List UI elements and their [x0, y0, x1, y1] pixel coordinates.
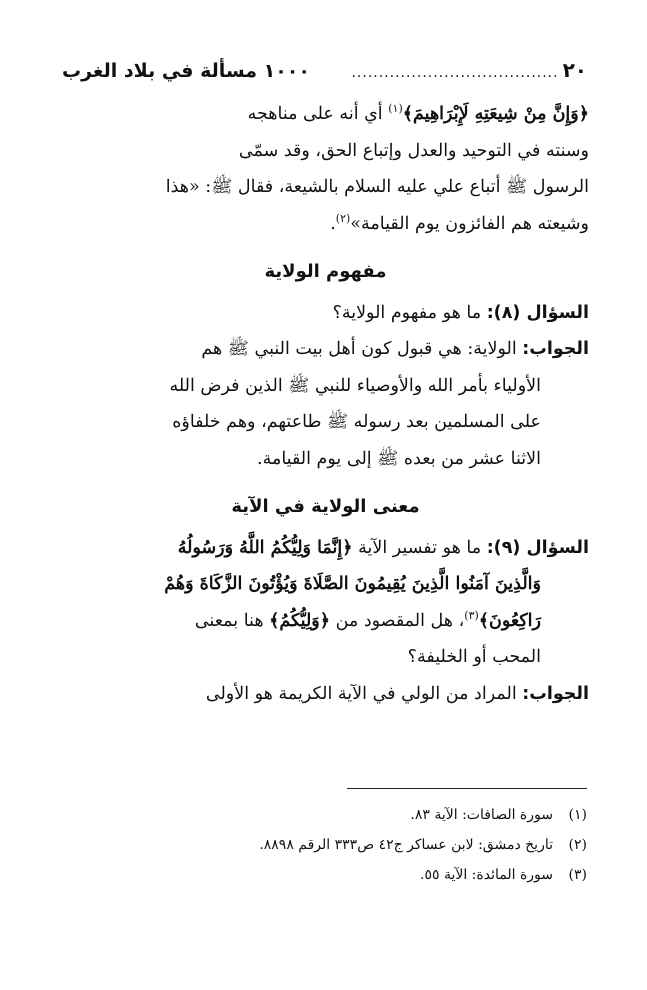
answer-text: المراد من الولي في الآية الكريمة هو الأولى	[205, 683, 523, 704]
intro-line-3: الرسول ﷺ أتباع علي عليه السلام بالشيعة، فقال ﷺ: «هذا	[165, 177, 589, 197]
quran-quote: ﴿إِنَّمَا وَلِيُّكُمُ اللَّهُ وَرَسُولُهُ	[177, 537, 353, 558]
page-header	[62, 58, 587, 90]
footnote-ref: (١)	[388, 102, 403, 116]
question-text: ، هل المقصود من	[330, 610, 465, 631]
answer-text: الولاية: هي قبول كون أهل بيت النبي ﷺ هم	[201, 339, 523, 359]
answer-label: الجواب:	[522, 683, 589, 704]
footnote-text: سورة الصافات: الآية ٨٣.	[410, 807, 553, 823]
question-9-line-2: وَالَّذِينَ آمَنُوا الَّذِينَ يُقِيمُونَ الصَّلَاةَ وَيُؤْتُونَ الزَّكَاةَ وَهُمْ	[164, 574, 541, 594]
intro-text: وشيعته هم الفائزون يوم القيامة»	[350, 213, 589, 234]
section-heading-1: مفهوم الولاية	[264, 261, 387, 282]
question-9-line-4: المحب أو الخليفة؟	[407, 647, 541, 667]
question-text: ما هو تفسير الآية	[352, 537, 487, 558]
footnotes	[62, 800, 587, 890]
quran-quote: رَاكِعُونَ﴾	[478, 610, 541, 631]
footnote-1	[62, 800, 587, 830]
quran-word: ﴿وَلِيُّكُمُ﴾	[269, 610, 330, 631]
intro-text: أي أنه على مناهجه	[247, 104, 389, 124]
footnote-ref: (٣)	[464, 608, 479, 622]
section-heading-2: معنى الولاية في الآية	[231, 496, 420, 517]
footnote-text: تاريخ دمشق: لابن عساكر ج٤٢ ص٣٣٣ الرقم ٨٨٩٨.	[259, 837, 553, 853]
footnote-2	[62, 830, 587, 860]
question-9-line-3	[62, 603, 589, 640]
answer-8-line-3: على المسلمين بعد رسوله ﷺ طاعتهم، وهم خلفاؤه	[172, 412, 541, 432]
question-9-line-1	[62, 530, 589, 567]
running-title: ١٠٠٠ مسألة في بلاد الغرب	[62, 60, 310, 82]
footnote-text: سورة المائدة: الآية ٥٥.	[420, 867, 553, 883]
question-label: السؤال (٩):	[486, 537, 589, 558]
footnote-number: (١)	[568, 807, 587, 823]
question-label: السؤال (٨):	[486, 302, 589, 323]
answer-label: الجواب:	[522, 339, 589, 359]
question-8	[62, 295, 589, 332]
question-text: هنا بمعنى	[194, 610, 270, 631]
footnote-number: (٣)	[568, 867, 587, 883]
header-dot-leader: ......................................	[351, 65, 559, 81]
question-text: ما هو مفهوم الولاية؟	[332, 302, 487, 323]
footnote-ref: (٢)	[335, 211, 351, 225]
footnote-separator	[347, 788, 587, 789]
answer-8-line-4: الاثنا عشر من بعده ﷺ إلى يوم القيامة.	[257, 448, 541, 469]
answer-8-line-2: الأولياء بأمر الله والأوصياء للنبي ﷺ الذين فرض الله	[169, 375, 541, 396]
intro-line-1	[62, 96, 589, 133]
page-body	[62, 96, 589, 712]
footnote-number: (٢)	[568, 837, 587, 853]
page-number: ٢٠	[562, 58, 587, 82]
footnote-3	[62, 860, 587, 890]
intro-line-4: وشيعته هم الفائزون يوم القيامة»$^{(٢)}$.	[330, 211, 589, 234]
answer-9-line-1	[62, 676, 589, 713]
quran-quote: ﴿وَإِنَّ مِنْ شِيعَتِهِ لَإِبْرَاهِيمَ﴾	[402, 104, 589, 124]
intro-line-2: وسنته في التوحيد والعدل وإتباع الحق، وقد سمّى	[238, 140, 589, 161]
answer-8-line-1	[62, 331, 589, 368]
